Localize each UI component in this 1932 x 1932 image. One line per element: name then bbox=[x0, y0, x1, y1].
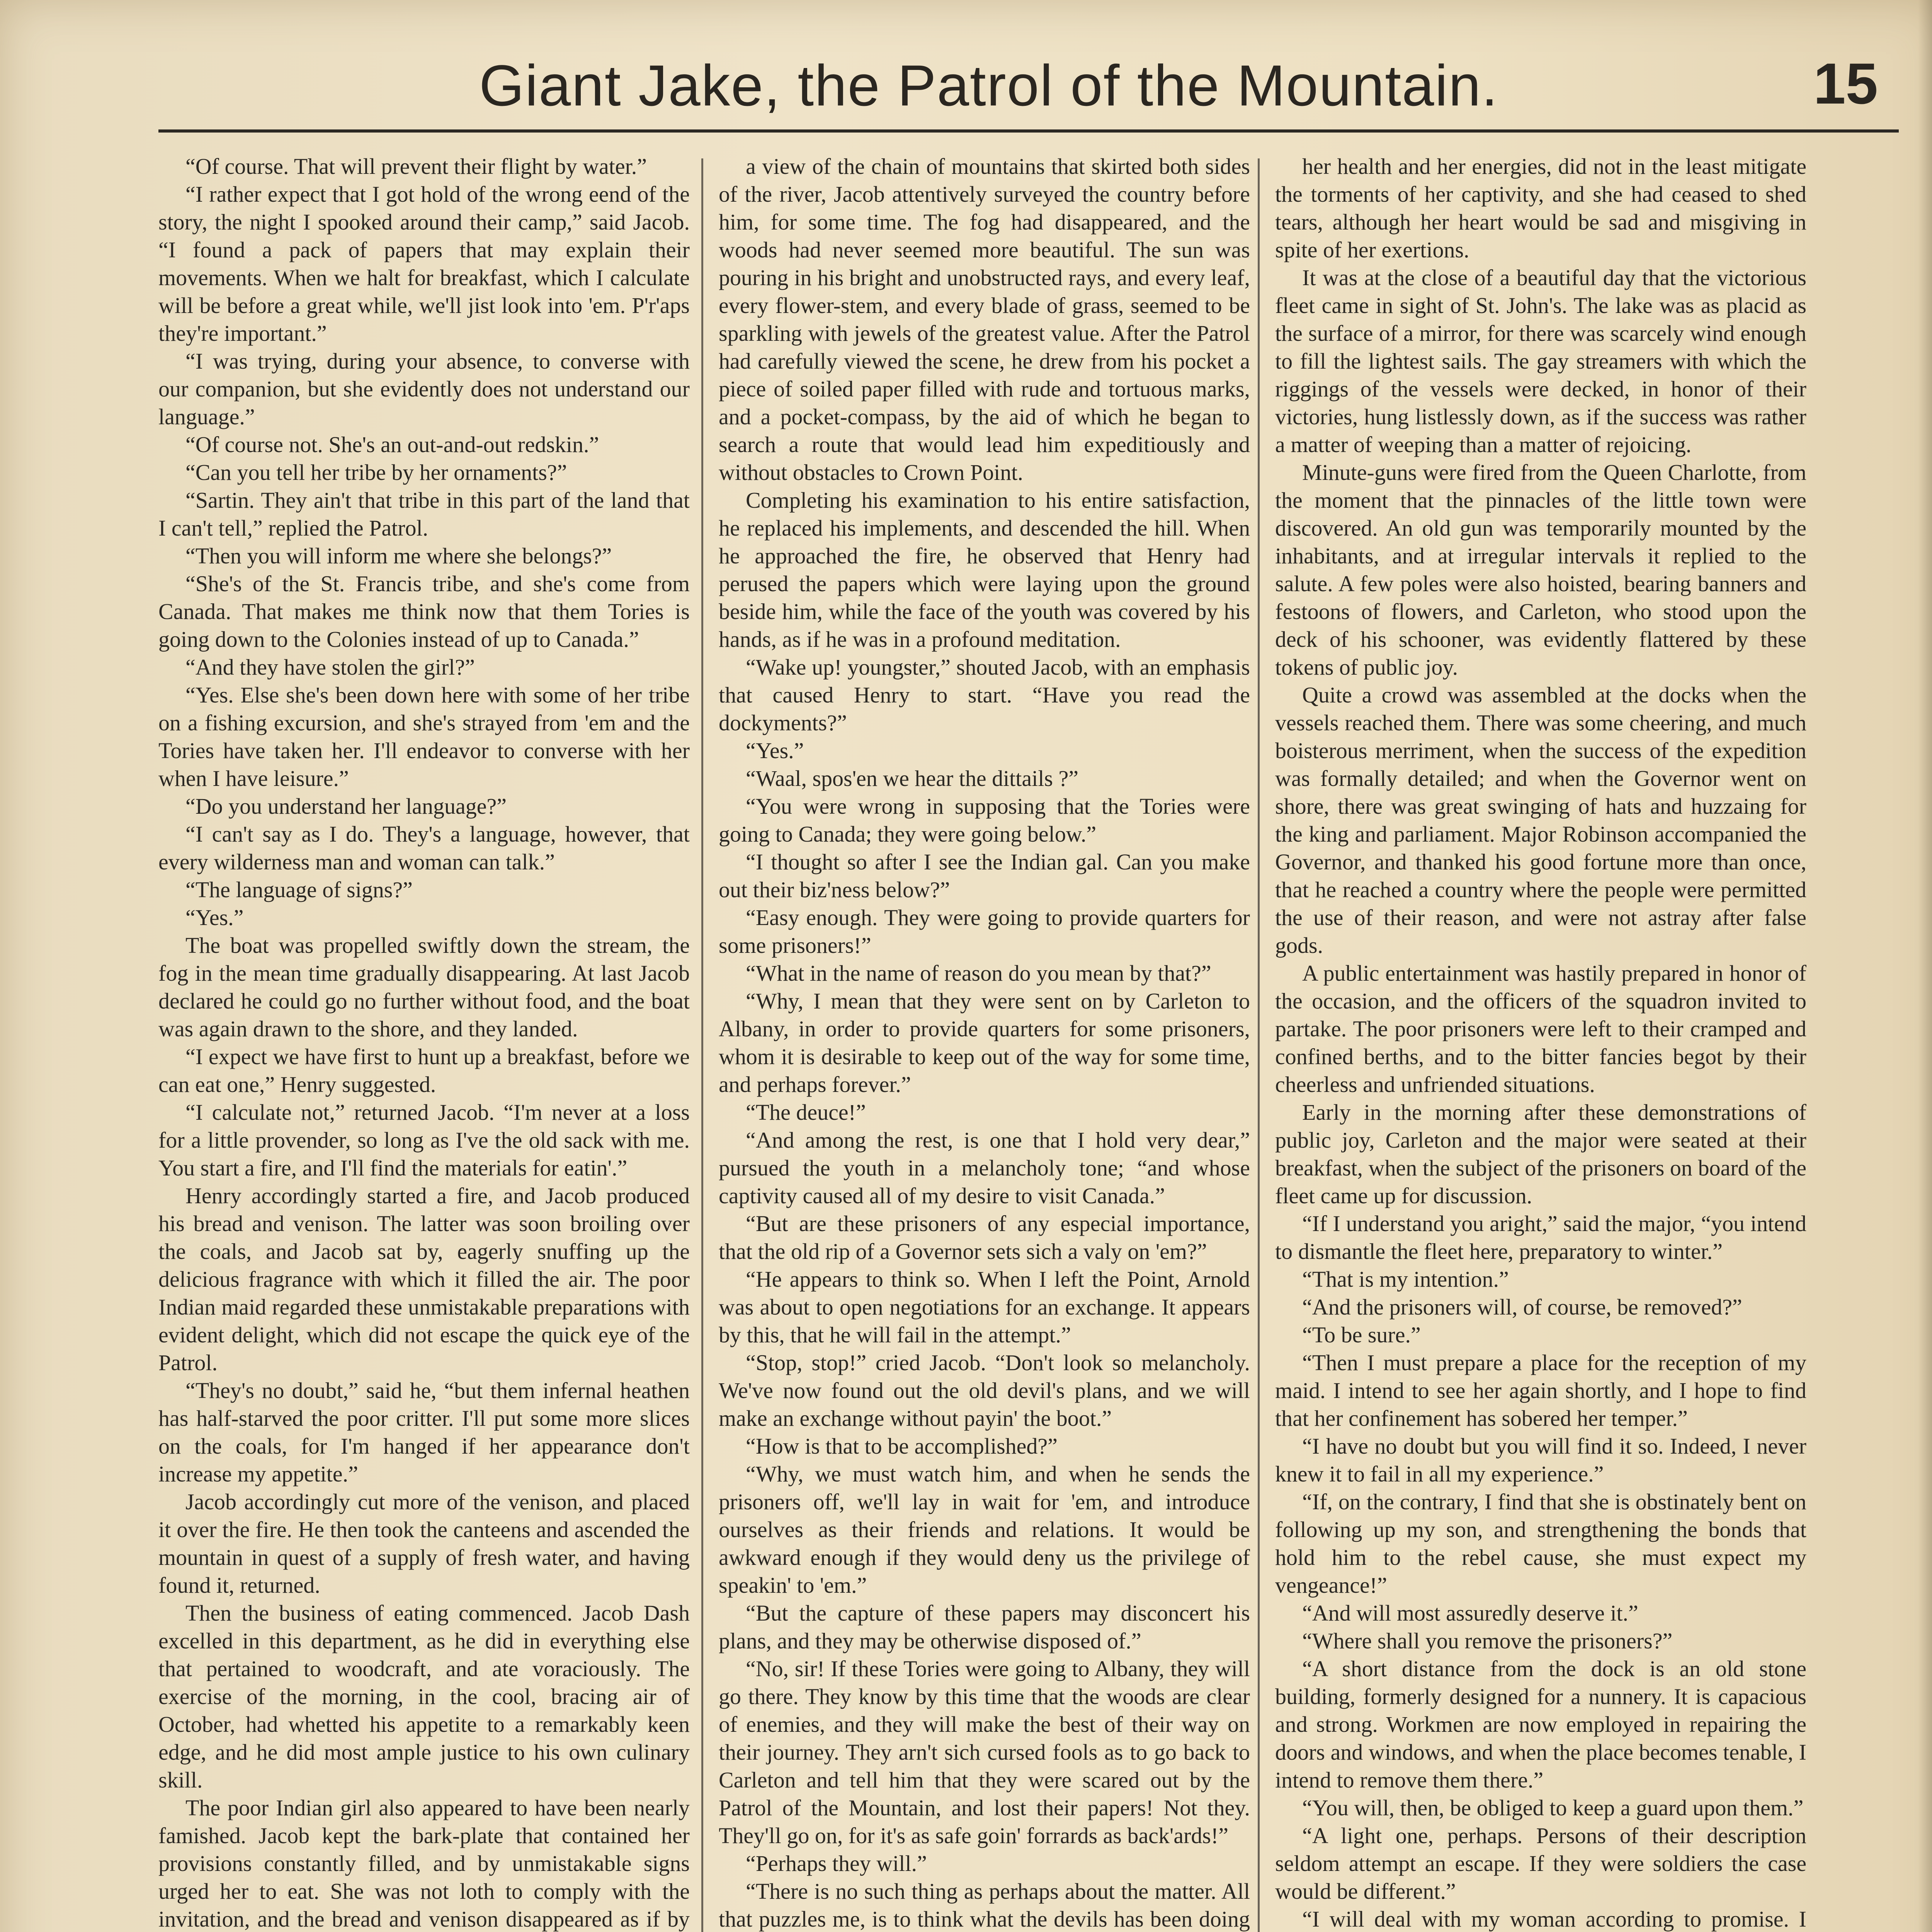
text-column-1 bbox=[158, 153, 690, 1932]
paragraph: “I was trying, during your absence, to converse with our companion, but she evidently does not understand our language.” bbox=[158, 349, 690, 429]
text-column-2 bbox=[719, 153, 1250, 1932]
running-title: Giant Jake, the Patrol of the Mountain. bbox=[479, 53, 1498, 118]
paragraph: “I calculate not,” returned Jacob. “I'm never at a loss for a little provender, so long as I've the old sack with me. You start a fire, and I'll find the materials for eatin'.” bbox=[158, 1100, 690, 1180]
paragraph: “I can't say as I do. They's a language, however, that every wilderness man and woman can talk.” bbox=[158, 821, 690, 874]
paragraph: “I thought so after I see the Indian gal. Can you make out their biz'ness below?” bbox=[719, 849, 1250, 902]
paragraph: “And will most assuredly deserve it.” bbox=[1302, 1600, 1638, 1626]
paragraph: Minute-guns were fired from the Queen Charlotte, from the moment that the pinnacles of the little town were discovered. An old gun was temporarily mounted by the inhabitants, and at irregular intervals it replied to the salute. A few poles were also hoisted, bearing banners and festoons of flowers, and Carleton, who stood upon the deck of his schooner, was evidently flattered by these tokens of public joy. bbox=[1275, 460, 1806, 680]
paragraph: Quite a crowd was assembled at the docks when the vessels reached them. There was some cheering, and much boisterous merriment, when the success of the expedition was formally detailed; and when the Governor went on shore, there was great swinging of hats and huzzaing for the king and parliament. Major Robinson accompanied the Governor, and thanked his good fortune more than once, that he reached a country where the people were permitted the use of their reason, and were not astray after false gods. bbox=[1275, 682, 1806, 958]
paragraph: “I rather expect that I got hold of the wrong eend of the story, the night I spooked around their camp,” said Jacob. “I found a pack of papers that may explain their movements. When we halt for breakfast, which I calculate will be before a great while, we'll jist look into 'em. P'r'aps they're important.” bbox=[158, 182, 690, 346]
paragraph: Then the business of eating commenced. Jacob Dash excelled in this department, as he did in everything else that pertained to woodcraft, and ate voraciously. The exercise of the morning, in the cool, bracing air of October, had whetted his appetite to a remarkably keen edge, and he did most ample justice to his own culinary skill. bbox=[158, 1600, 690, 1793]
paragraph: “I have no doubt but you will find it so. Indeed, I never knew it to fail in all my experience.” bbox=[1275, 1434, 1806, 1486]
paragraph: “Stop, stop!” cried Jacob. “Don't look so melancholy. We've now found out the old devil's plans, and we will make an exchange without payin' the boot.” bbox=[719, 1350, 1250, 1431]
paragraph: “Sartin. They ain't that tribe in this part of the land that I can't tell,” replied the Patrol. bbox=[158, 488, 690, 541]
paragraph: “A short distance from the dock is an old stone building, formerly designed for a nunnery. It is capacious and strong. Workmen are now employed in repairing the doors and windows, and when the place becomes tenable, I intend to remove them there.” bbox=[1275, 1656, 1806, 1793]
paragraph: “But the capture of these papers may disconcert his plans, and they may be otherwise disposed of.” bbox=[719, 1600, 1250, 1653]
paragraph: “Where shall you remove the prisoners?” bbox=[1302, 1628, 1673, 1653]
paragraph: Early in the morning after these demonstrations of public joy, Carleton and the major were seated at their breakfast, when the subject of the prisoners on board of the fleet came up for discussion. bbox=[1275, 1100, 1806, 1208]
column-divider bbox=[1258, 158, 1260, 1932]
paragraph: “How is that to be accomplished?” bbox=[746, 1434, 1058, 1459]
paragraph: “What in the name of reason do you mean by that?” bbox=[746, 961, 1211, 986]
paragraph: a view of the chain of mountains that skirted both sides of the river, Jacob attentively surveyed the country before him, for some time. The fog had disappeared, and the woods had never seemed more beautiful. The sun was pouring in his bright and unobstructed rays, and every leaf, every flower-stem, and every blade of grass, seemed to be sparkling with jewels of the greatest value. After the Patrol had carefully viewed the scene, he drew from his pocket a piece of soiled paper filled with rude and tortuous marks, and a pocket-compass, by the aid of which he began to search a route that would lead him expeditiously and without obstacles to Crown Point. bbox=[719, 154, 1250, 485]
paragraph: “Yes. Else she's been down here with some of her tribe on a fishing excursion, and she's strayed from 'em and the Tories have taken her. I'll endeavor to converse with her when I have leisure.” bbox=[158, 682, 690, 791]
paragraph: “Can you tell her tribe by her ornaments?” bbox=[185, 460, 567, 485]
paragraph: It was at the close of a beautiful day that the victorious fleet came in sight of St. John's. The lake was as placid as the surface of a mirror, for there was scarcely wind enough to fill the lightest sails. The gay streamers with which the riggings of the vessels were decked, in honor of their victories, hung listlessly down, as if the success was rather a matter of weeping than a matter of rejoicing. bbox=[1275, 265, 1806, 457]
paragraph: “Yes.” bbox=[746, 738, 804, 763]
paragraph: “The language of signs?” bbox=[185, 877, 413, 902]
paragraph: “To be sure.” bbox=[1302, 1322, 1421, 1347]
paragraph: “But are these prisoners of any especial importance, that the old rip of a Governor sets sich a valy on 'em?” bbox=[719, 1211, 1250, 1264]
page-edge-shadow bbox=[1918, 0, 1932, 1932]
paragraph: “You will, then, be obliged to keep a guard upon them.” bbox=[1302, 1795, 1804, 1820]
paragraph: “If, on the contrary, I find that she is obstinately bent on following up my son, and strengthening the bonds that hold him to the rebel cause, she must expect my vengeance!” bbox=[1275, 1489, 1806, 1598]
paragraph: “Of course not. She's an out-and-out redskin.” bbox=[185, 432, 599, 457]
paragraph: “Waal, spos'en we hear the dittails ?” bbox=[746, 766, 1078, 791]
column-divider bbox=[701, 158, 703, 1932]
paragraph: “Then you will inform me where she belongs?” bbox=[185, 543, 612, 568]
paragraph: Completing his examination to his entire satisfaction, he replaced his implements, and descended the hill. When he approached the fire, he observed that Henry had perused the papers which were laying upon the ground beside him, while the face of the youth was covered by his hands, as if he was in a profound meditation. bbox=[719, 488, 1250, 652]
running-head bbox=[479, 37, 1893, 126]
paragraph: “Then I must prepare a place for the reception of my maid. I intend to see her again shortly, and I hope to find that her confinement has sobered her temper.” bbox=[1275, 1350, 1806, 1431]
paragraph: “They's no doubt,” said he, “but them infernal heathen has half-starved the poor critter. I'll put some more slices on the coals, for I'm hanged if her appearance don't increase my appetite.” bbox=[158, 1378, 690, 1486]
paragraph: “That is my intention.” bbox=[1302, 1267, 1509, 1292]
paragraph: “A light one, perhaps. Persons of their description seldom attempt an escape. If they were soldiers the case would be different.” bbox=[1275, 1823, 1806, 1904]
paragraph: “Why, I mean that they were sent on by Carleton to Albany, in order to provide quarters for some prisoners, whom it is desirable to keep out of the way for some time, and perhaps forever.” bbox=[719, 988, 1250, 1097]
paragraph: A public entertainment was hastily prepared in honor of the occasion, and the officers of the squadron invited to partake. The poor prisoners were left to their cramped and confined berths, and to the bitter fancies begot by their cheerless and unfriended situations. bbox=[1275, 961, 1806, 1097]
paragraph: “Perhaps they will.” bbox=[746, 1851, 927, 1876]
paragraph: “I expect we have first to hunt up a breakfast, before we can eat one,” Henry suggested. bbox=[158, 1044, 690, 1097]
paragraph: “Wake up! youngster,” shouted Jacob, with an emphasis that caused Henry to start. “Have you read the dockyments?” bbox=[719, 655, 1250, 735]
paragraph: “She's of the St. Francis tribe, and she's come from Canada. That makes me think now that them Tories is going down to the Colonies instead of up to Canada.” bbox=[158, 571, 690, 652]
paragraph: “There is no such thing as perhaps about the matter. All that puzzles me, is to think what the devils has been doing bbox=[719, 1879, 1250, 1932]
paragraph: “He appears to think so. When I left the Point, Arnold was about to open negotiations for an exchange. It appears by this, that he will fail in the attempt.” bbox=[719, 1267, 1250, 1347]
paragraph: “And the prisoners will, of course, be removed?” bbox=[1302, 1294, 1742, 1320]
header-rule bbox=[158, 129, 1899, 133]
paragraph: Henry accordingly started a fire, and Jacob produced his bread and venison. The latter was soon broiling over the coals, and Jacob sat by, eagerly snuffing up the delicious fragrance with which it filled the air. The poor Indian maid regarded these unmistakable preparations with evident delight, which did not escape the quick eye of the Patrol. bbox=[158, 1183, 690, 1375]
paragraph: Jacob accordingly cut more of the venison, and placed it over the fire. He then took the canteens and ascended the mountain in quest of a supply of fresh water, and having found it, returned. bbox=[158, 1489, 690, 1598]
paragraph: “Of course. That will prevent their flight by water.” bbox=[185, 154, 647, 179]
paragraph: “And they have stolen the girl?” bbox=[185, 655, 475, 680]
page-number: 15 bbox=[1813, 51, 1878, 116]
paragraph: “Why, we must watch him, and when he sends the prisoners off, we'll lay in wait for 'em, and introduce ourselves as their friends and relations. It would be awkward enough if they would deny us the privilege of speakin' to 'em.” bbox=[719, 1461, 1250, 1598]
text-column-3 bbox=[1275, 153, 1806, 1932]
paragraph: “And among the rest, is one that I hold very dear,” pursued the youth in a melancholy tone; “and whose captivity caused all of my desire to visit Canada.” bbox=[719, 1128, 1250, 1208]
paragraph: “I will deal with my woman according to promise. I bbox=[1302, 1906, 1806, 1932]
paragraph: “Easy enough. They were going to provide quarters for some prisoners!” bbox=[719, 905, 1250, 958]
paragraph: her health and her energies, did not in the least mitigate the torments of her captivity, and she had ceased to shed tears, although her heart would be sad and misgiving in spite of her exertions. bbox=[1275, 154, 1806, 262]
paragraph: “No, sir! If these Tories were going to Albany, they will go there. They know by this time that the woods are clear of enemies, and they will make the best of their way on their journey. They arn't sich cursed fools as to go back to Carleton and tell him that they were scared out by the Patrol of the Mountain, and lost their papers! Not they. They'll go on, for it's as safe goin' forrards as back'ards!” bbox=[719, 1656, 1250, 1848]
paragraph: “You were wrong in supposing that the Tories were going to Canada; they were going below.” bbox=[719, 794, 1250, 847]
paragraph: “The deuce!” bbox=[746, 1100, 866, 1125]
paragraph: “Yes.” bbox=[185, 905, 244, 930]
paragraph: The boat was propelled swiftly down the stream, the fog in the mean time gradually disappearing. At last Jacob declared he could go no further without food, and the boat was again drawn to the shore, and they landed. bbox=[158, 933, 690, 1041]
paragraph: “If I understand you aright,” said the major, “you intend to dismantle the fleet here, preparatory to winter.” bbox=[1275, 1211, 1806, 1264]
paragraph: “Do you understand her language?” bbox=[185, 794, 507, 819]
paragraph: The poor Indian girl also appeared to have been nearly famished. Jacob kept the bark-plate that contained her provisions constantly filled, and by unmistakable signs urged her to eat. She was not loth to comply with the invitation, and the bread and venison disappeared as if by bbox=[158, 1795, 690, 1932]
